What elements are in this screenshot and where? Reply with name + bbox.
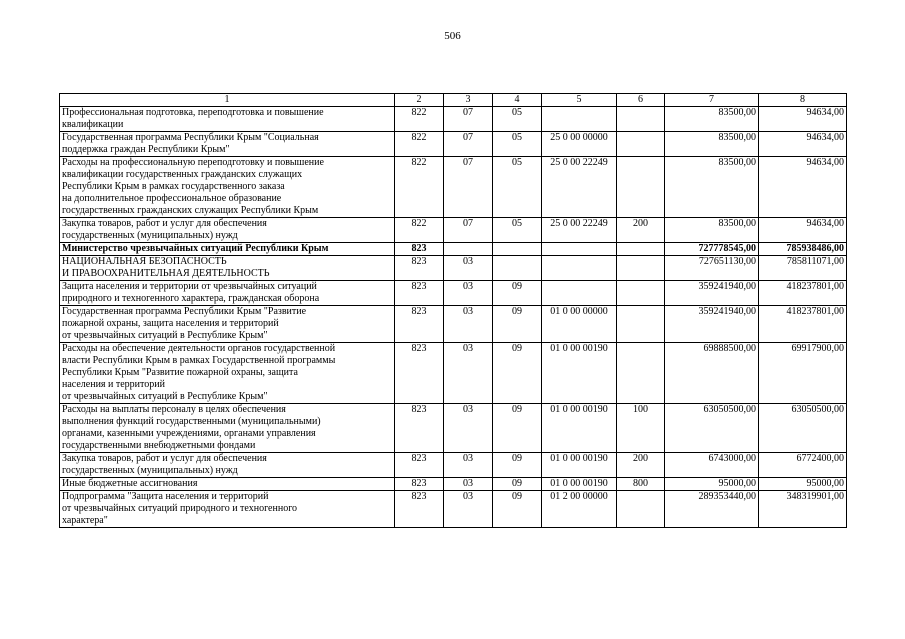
row-expense-type: [617, 256, 665, 281]
table-row: [60, 306, 847, 343]
row-target-article: 01 0 00 00000: [542, 306, 617, 343]
row-amount-year-1: 83500,00: [665, 157, 759, 218]
row-target-article: 01 0 00 00190: [542, 343, 617, 404]
row-name: Иные бюджетные ассигнования: [60, 478, 395, 491]
row-ved-code: 823: [395, 343, 444, 404]
row-name: Государственная программа Республики Крым "Развитие пожарной охраны, защита населения и территорий от чрезвычайных ситуаций в Республике Крым": [60, 306, 395, 343]
row-target-article: 25 0 00 22249: [542, 218, 617, 243]
row-amount-year-2: 95000,00: [759, 478, 847, 491]
budget-table: [59, 93, 847, 528]
row-amount-year-2: 785811071,00: [759, 256, 847, 281]
column-number-header: [60, 94, 847, 107]
row-target-article: [542, 281, 617, 306]
row-subsection-code: 09: [493, 404, 542, 453]
row-subsection-code: 09: [493, 281, 542, 306]
row-amount-year-2: 418237801,00: [759, 306, 847, 343]
row-amount-year-2: 348319901,00: [759, 491, 847, 528]
table-row: [60, 107, 847, 132]
row-section-code: 07: [444, 107, 493, 132]
row-amount-year-1: 69888500,00: [665, 343, 759, 404]
row-ved-code: 823: [395, 404, 444, 453]
column-header: 5: [542, 94, 617, 107]
row-amount-year-1: 727778545,00: [665, 243, 759, 256]
table-row: [60, 404, 847, 453]
row-target-article: [542, 256, 617, 281]
row-section-code: 03: [444, 404, 493, 453]
row-expense-type: [617, 107, 665, 132]
row-expense-type: 100: [617, 404, 665, 453]
row-target-article: 01 0 00 00190: [542, 404, 617, 453]
row-amount-year-1: 6743000,00: [665, 453, 759, 478]
row-amount-year-1: 63050500,00: [665, 404, 759, 453]
row-amount-year-2: 94634,00: [759, 218, 847, 243]
row-expense-type: [617, 343, 665, 404]
row-ved-code: 823: [395, 453, 444, 478]
row-amount-year-1: 83500,00: [665, 107, 759, 132]
row-ved-code: 823: [395, 306, 444, 343]
row-subsection-code: 09: [493, 343, 542, 404]
row-section-code: 03: [444, 453, 493, 478]
row-amount-year-1: 289353440,00: [665, 491, 759, 528]
column-header: 4: [493, 94, 542, 107]
table-row: [60, 453, 847, 478]
table-row: [60, 132, 847, 157]
column-header: 8: [759, 94, 847, 107]
row-expense-type: 800: [617, 478, 665, 491]
row-amount-year-2: 69917900,00: [759, 343, 847, 404]
row-expense-type: [617, 157, 665, 218]
row-subsection-code: [493, 243, 542, 256]
page-number: 506: [444, 30, 461, 42]
row-subsection-code: [493, 256, 542, 281]
row-name: Закупка товаров, работ и услуг для обеспечения государственных (муниципальных) нужд: [60, 453, 395, 478]
row-name: НАЦИОНАЛЬНАЯ БЕЗОПАСНОСТЬ И ПРАВООХРАНИТЕЛЬНАЯ ДЕЯТЕЛЬНОСТЬ: [60, 256, 395, 281]
row-amount-year-2: 6772400,00: [759, 453, 847, 478]
row-ved-code: 823: [395, 281, 444, 306]
row-section-code: 03: [444, 306, 493, 343]
row-target-article: 25 0 00 22249: [542, 157, 617, 218]
row-amount-year-2: 94634,00: [759, 107, 847, 132]
row-name: Закупка товаров, работ и услуг для обеспечения государственных (муниципальных) нужд: [60, 218, 395, 243]
table-row: [60, 343, 847, 404]
row-amount-year-1: 83500,00: [665, 132, 759, 157]
row-amount-year-1: 83500,00: [665, 218, 759, 243]
row-target-article: [542, 107, 617, 132]
row-section-code: [444, 243, 493, 256]
row-section-code: 03: [444, 256, 493, 281]
row-name: Государственная программа Республики Крым "Социальная поддержка граждан Республики Крым": [60, 132, 395, 157]
row-section-code: 03: [444, 478, 493, 491]
row-target-article: 25 0 00 00000: [542, 132, 617, 157]
row-expense-type: [617, 132, 665, 157]
row-amount-year-2: 63050500,00: [759, 404, 847, 453]
row-amount-year-2: 418237801,00: [759, 281, 847, 306]
row-amount-year-1: 95000,00: [665, 478, 759, 491]
row-expense-type: [617, 306, 665, 343]
row-subsection-code: 09: [493, 478, 542, 491]
row-amount-year-1: 359241940,00: [665, 281, 759, 306]
row-subsection-code: 05: [493, 107, 542, 132]
table-row: [60, 243, 847, 256]
row-amount-year-1: 727651130,00: [665, 256, 759, 281]
row-expense-type: [617, 243, 665, 256]
row-expense-type: [617, 281, 665, 306]
row-subsection-code: 05: [493, 157, 542, 218]
column-header: 2: [395, 94, 444, 107]
row-amount-year-2: 94634,00: [759, 132, 847, 157]
column-header: 1: [60, 94, 395, 107]
row-name: Расходы на выплаты персоналу в целях обеспечения выполнения функций государственными (муниципальными) органами, казенными учреждениями, органами управления государственными внебюджетными фондами: [60, 404, 395, 453]
row-subsection-code: 09: [493, 491, 542, 528]
row-amount-year-2: 785938486,00: [759, 243, 847, 256]
table-row: [60, 218, 847, 243]
row-amount-year-2: 94634,00: [759, 157, 847, 218]
row-section-code: 07: [444, 218, 493, 243]
row-section-code: 03: [444, 343, 493, 404]
row-name: Защита населения и территории от чрезвычайных ситуаций природного и техногенного характера, гражданская оборона: [60, 281, 395, 306]
row-subsection-code: 05: [493, 132, 542, 157]
row-expense-type: 200: [617, 453, 665, 478]
row-expense-type: [617, 491, 665, 528]
row-ved-code: 823: [395, 243, 444, 256]
row-section-code: 07: [444, 157, 493, 218]
row-section-code: 03: [444, 281, 493, 306]
row-subsection-code: 09: [493, 306, 542, 343]
table-row: [60, 478, 847, 491]
row-ved-code: 822: [395, 107, 444, 132]
row-ved-code: 822: [395, 218, 444, 243]
row-ved-code: 822: [395, 157, 444, 218]
row-subsection-code: 09: [493, 453, 542, 478]
table-row: [60, 256, 847, 281]
table-row: [60, 157, 847, 218]
row-name: Профессиональная подготовка, переподготовка и повышение квалификации: [60, 107, 395, 132]
row-amount-year-1: 359241940,00: [665, 306, 759, 343]
table-row: [60, 281, 847, 306]
row-expense-type: 200: [617, 218, 665, 243]
row-subsection-code: 05: [493, 218, 542, 243]
row-ved-code: 823: [395, 491, 444, 528]
column-header: 6: [617, 94, 665, 107]
column-header: 7: [665, 94, 759, 107]
row-name: Подпрограмма "Защита населения и территорий от чрезвычайных ситуаций природного и техногенного характера": [60, 491, 395, 528]
row-name: Министерство чрезвычайных ситуаций Республики Крым: [60, 243, 395, 256]
row-section-code: 07: [444, 132, 493, 157]
row-name: Расходы на обеспечение деятельности органов государственной власти Республики Крым в рамках Государственной программы Республики Крым "Развитие пожарной охраны, защита населения и территорий от чрезвычайных ситуаций в Республике Крым": [60, 343, 395, 404]
table-row: [60, 491, 847, 528]
row-target-article: 01 0 00 00190: [542, 478, 617, 491]
row-ved-code: 823: [395, 478, 444, 491]
row-target-article: 01 0 00 00190: [542, 453, 617, 478]
row-ved-code: 822: [395, 132, 444, 157]
row-target-article: [542, 243, 617, 256]
row-section-code: 03: [444, 491, 493, 528]
row-name: Расходы на профессиональную переподготовку и повышение квалификации государственных гражданских служащих Республики Крым в рамках государственного заказа на дополнительное профессиональное образование государственных гражданских служащих Республики Крым: [60, 157, 395, 218]
column-header: 3: [444, 94, 493, 107]
row-ved-code: 823: [395, 256, 444, 281]
row-target-article: 01 2 00 00000: [542, 491, 617, 528]
